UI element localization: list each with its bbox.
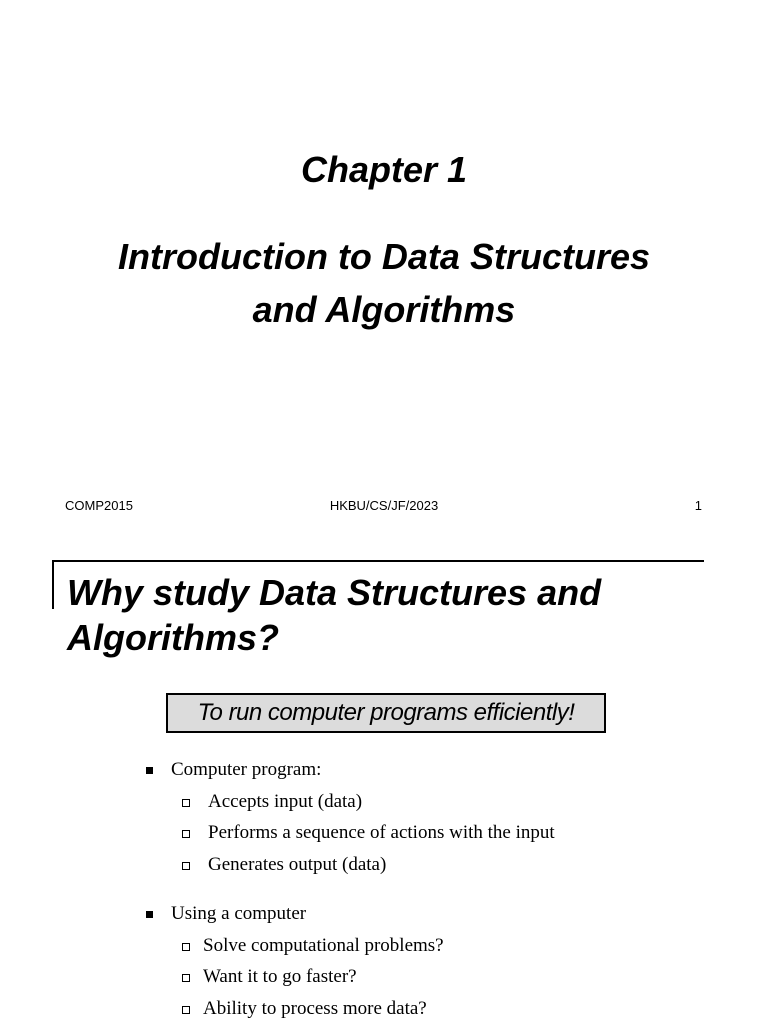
sub-bullet-item: Ability to process more data? <box>203 998 427 1019</box>
sub-bullet-square-icon <box>182 862 190 870</box>
slide2-title-line-1: Why study Data Structures and <box>67 572 602 613</box>
footer-course-code: COMP2015 <box>65 498 133 513</box>
bullet-square-icon <box>146 911 153 918</box>
footer-institution: HKBU/CS/JF/2023 <box>329 498 439 513</box>
sub-bullet-square-icon <box>182 799 190 807</box>
sub-bullet-item: Performs a sequence of actions with the input <box>208 822 555 843</box>
slide-frame-left-border <box>52 560 54 609</box>
sub-bullet-item: Generates output (data) <box>208 854 387 875</box>
slide-frame-top-border <box>52 560 704 562</box>
sub-bullet-square-icon <box>182 1006 190 1014</box>
sub-bullet-square-icon <box>182 974 190 982</box>
sub-bullet-item: Want it to go faster? <box>203 966 357 987</box>
callout-box: To run computer programs efficiently! <box>166 693 606 733</box>
sub-bullet-item: Solve computational problems? <box>203 935 444 956</box>
sub-bullet-square-icon <box>182 830 190 838</box>
slide2-title-line-2: Algorithms? <box>67 617 279 658</box>
slide2-title <box>67 570 707 660</box>
bullet-item: Using a computer <box>171 903 307 924</box>
bullet-square-icon <box>146 767 153 774</box>
sub-bullet-square-icon <box>182 943 190 951</box>
footer-page-number: 1 <box>694 498 702 513</box>
bullet-item: Computer program: <box>171 759 322 780</box>
slide-title-line-1: Introduction to Data Structures <box>117 236 651 277</box>
sub-bullet-item: Accepts input (data) <box>208 791 363 812</box>
chapter-heading: Chapter 1 <box>300 149 468 190</box>
slide-title-line-2: and Algorithms <box>252 289 516 330</box>
